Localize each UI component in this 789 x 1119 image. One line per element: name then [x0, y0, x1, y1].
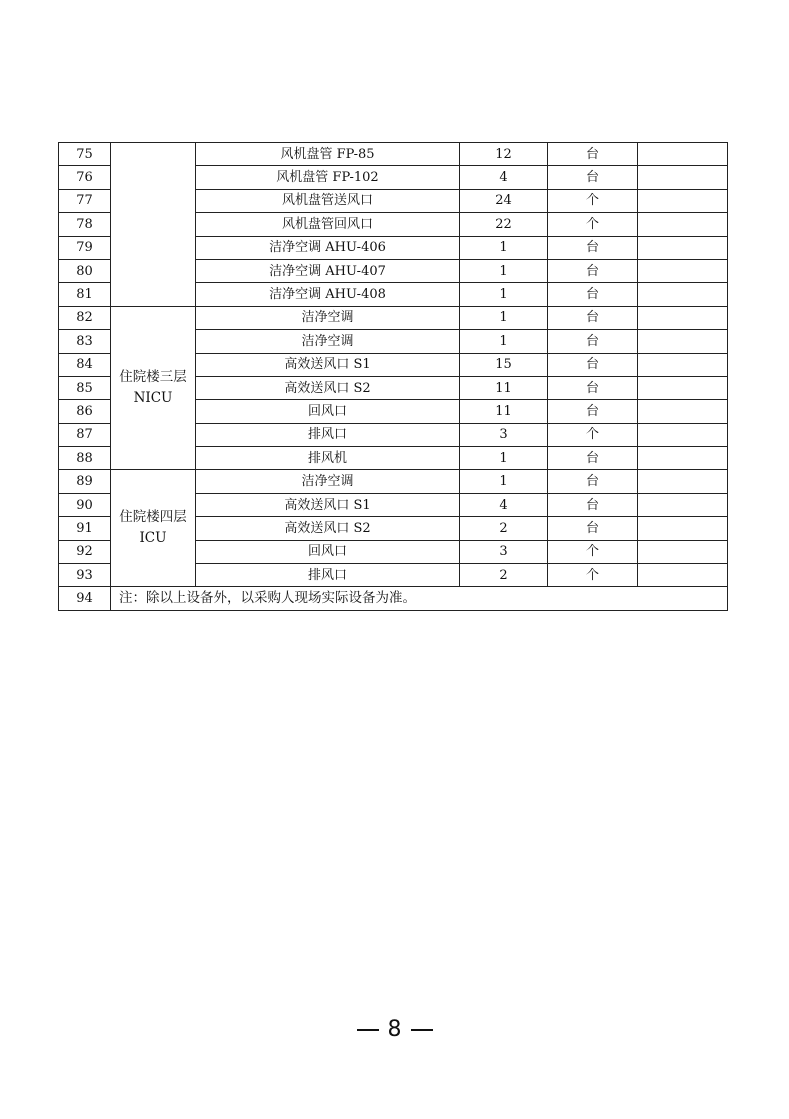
equipment-name: 高效送风口 S1	[196, 353, 460, 376]
row-number: 93	[59, 564, 111, 587]
unit: 个	[548, 213, 638, 236]
quantity: 1	[460, 306, 548, 329]
remarks	[638, 400, 728, 423]
quantity: 22	[460, 213, 548, 236]
location-line-1: 住院楼四层	[119, 508, 187, 525]
remarks	[638, 423, 728, 446]
unit: 台	[548, 517, 638, 540]
unit: 个	[548, 189, 638, 212]
row-number: 81	[59, 283, 111, 306]
unit: 个	[548, 423, 638, 446]
quantity: 1	[460, 236, 548, 259]
quantity: 1	[460, 447, 548, 470]
equipment-name: 风机盘管 FP-102	[196, 166, 460, 189]
row-number: 82	[59, 306, 111, 329]
unit: 台	[548, 353, 638, 376]
row-number: 75	[59, 143, 111, 166]
row-number: 91	[59, 517, 111, 540]
equipment-table-wrapper	[58, 142, 727, 611]
row-number: 84	[59, 353, 111, 376]
row-number: 88	[59, 447, 111, 470]
location-cell	[111, 306, 196, 470]
quantity: 12	[460, 143, 548, 166]
quantity: 2	[460, 564, 548, 587]
equipment-name: 排风机	[196, 447, 460, 470]
unit: 个	[548, 540, 638, 563]
row-number: 79	[59, 236, 111, 259]
row-number: 92	[59, 540, 111, 563]
remarks	[638, 493, 728, 516]
equipment-name: 高效送风口 S2	[196, 517, 460, 540]
quantity: 3	[460, 423, 548, 446]
row-number: 85	[59, 376, 111, 399]
unit: 台	[548, 330, 638, 353]
location-line-2: NICU	[133, 390, 173, 407]
unit: 台	[548, 166, 638, 189]
equipment-name: 回风口	[196, 540, 460, 563]
equipment-name: 风机盘管送风口	[196, 189, 460, 212]
row-number: 94	[59, 587, 111, 610]
row-number: 78	[59, 213, 111, 236]
equipment-name: 风机盘管回风口	[196, 213, 460, 236]
remarks	[638, 376, 728, 399]
row-number: 77	[59, 189, 111, 212]
quantity: 4	[460, 166, 548, 189]
remarks	[638, 447, 728, 470]
row-number: 89	[59, 470, 111, 493]
row-number: 76	[59, 166, 111, 189]
unit: 台	[548, 376, 638, 399]
location-line-1: 住院楼三层	[119, 368, 187, 385]
remarks	[638, 564, 728, 587]
row-number: 83	[59, 330, 111, 353]
quantity: 1	[460, 283, 548, 306]
note-text: 注：除以上设备外，以采购人现场实际设备为准。	[111, 587, 728, 610]
remarks	[638, 306, 728, 329]
location-cell	[111, 143, 196, 307]
equipment-name: 回风口	[196, 400, 460, 423]
equipment-name: 洁净空调 AHU-408	[196, 283, 460, 306]
quantity: 2	[460, 517, 548, 540]
remarks	[638, 166, 728, 189]
equipment-name: 洁净空调 AHU-407	[196, 259, 460, 282]
unit: 台	[548, 400, 638, 423]
row-number: 86	[59, 400, 111, 423]
equipment-name: 排风口	[196, 423, 460, 446]
quantity: 11	[460, 400, 548, 423]
quantity: 15	[460, 353, 548, 376]
remarks	[638, 189, 728, 212]
quantity: 3	[460, 540, 548, 563]
equipment-table	[58, 142, 728, 611]
table-row	[59, 306, 728, 329]
table-row	[59, 470, 728, 493]
remarks	[638, 517, 728, 540]
remarks	[638, 236, 728, 259]
quantity: 1	[460, 470, 548, 493]
remarks	[638, 259, 728, 282]
page-number	[0, 1017, 789, 1042]
dash-right	[411, 1029, 433, 1031]
remarks	[638, 353, 728, 376]
unit: 台	[548, 259, 638, 282]
remarks	[638, 143, 728, 166]
row-number: 87	[59, 423, 111, 446]
page-number-value: 8	[387, 1017, 402, 1042]
row-number: 90	[59, 493, 111, 516]
remarks	[638, 283, 728, 306]
location-cell	[111, 470, 196, 587]
unit: 台	[548, 493, 638, 516]
remarks	[638, 213, 728, 236]
unit: 台	[548, 470, 638, 493]
quantity: 4	[460, 493, 548, 516]
equipment-name: 洁净空调	[196, 330, 460, 353]
unit: 台	[548, 143, 638, 166]
equipment-name: 排风口	[196, 564, 460, 587]
remarks	[638, 470, 728, 493]
unit: 台	[548, 306, 638, 329]
unit: 个	[548, 564, 638, 587]
row-number: 80	[59, 259, 111, 282]
quantity: 24	[460, 189, 548, 212]
unit: 台	[548, 236, 638, 259]
dash-left	[357, 1029, 379, 1031]
equipment-name: 高效送风口 S1	[196, 493, 460, 516]
equipment-name: 洁净空调	[196, 306, 460, 329]
equipment-name: 洁净空调	[196, 470, 460, 493]
quantity: 11	[460, 376, 548, 399]
remarks	[638, 330, 728, 353]
unit: 台	[548, 283, 638, 306]
location-line-2: ICU	[139, 530, 167, 547]
equipment-name: 洁净空调 AHU-406	[196, 236, 460, 259]
quantity: 1	[460, 330, 548, 353]
equipment-name: 风机盘管 FP-85	[196, 143, 460, 166]
quantity: 1	[460, 259, 548, 282]
unit: 台	[548, 447, 638, 470]
equipment-name: 高效送风口 S2	[196, 376, 460, 399]
table-row	[59, 143, 728, 166]
remarks	[638, 540, 728, 563]
note-row	[59, 587, 728, 610]
